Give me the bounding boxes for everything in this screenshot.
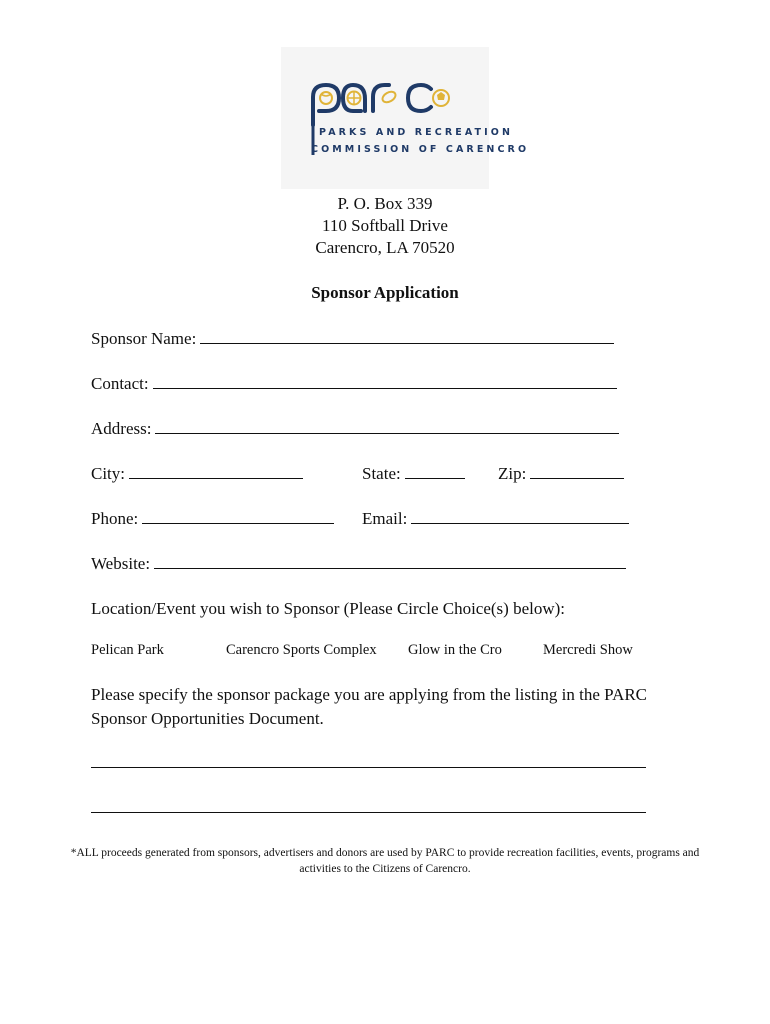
phone-field[interactable] [91,508,334,530]
address-blank[interactable] [155,419,619,434]
city-field[interactable] [91,463,303,485]
phone-blank[interactable] [142,509,334,524]
contact-blank[interactable] [153,374,617,389]
city-label: City: [91,464,126,483]
footnote: *ALL proceeds generated from sponsors, advertisers and donors are used by PARC to provide recreation facilities, events, programs and activities to the Citizens of Carencro. [70,847,700,875]
sponsor-name-label: Sponsor Name: [91,329,197,348]
contact-field[interactable] [91,373,617,395]
email-blank[interactable] [411,509,629,524]
logo-tagline-2: COMMISSION OF CARENCRO [311,144,530,155]
address-line-3: Carencro, LA 70520 [315,238,455,257]
location-option-pelican-park[interactable]: Pelican Park [91,642,164,658]
email-field[interactable] [362,508,629,530]
contact-label: Contact: [91,374,149,393]
parc-wordmark-graphic [281,47,489,189]
address-field[interactable] [91,418,619,440]
package-prompt: Please specify the sponsor package you are applying from the listing in the PARC Sponsor Opportunities Document. [91,685,648,728]
address-line-1: P. O. Box 339 [337,194,433,213]
email-label: Email: [362,509,408,528]
logo-tagline-1: PARKS AND RECREATION [319,127,514,138]
address-label: Address: [91,419,152,438]
package-blank-line-1[interactable] [91,767,646,768]
website-label: Website: [91,554,151,573]
package-blank-line-2[interactable] [91,812,646,813]
state-blank[interactable] [405,464,465,479]
state-field[interactable] [362,463,465,485]
location-option-glow-in-the-cro[interactable]: Glow in the Cro [408,642,502,658]
parc-logo [281,47,530,189]
address-line-2: 110 Softball Drive [322,216,448,235]
location-option-mercredi-show[interactable]: Mercredi Show [543,642,633,658]
phone-label: Phone: [91,509,139,528]
city-blank[interactable] [129,464,303,479]
zip-label: Zip: [498,464,527,483]
state-label: State: [362,464,401,483]
website-field[interactable] [91,553,626,575]
sponsor-name-blank[interactable] [200,329,614,344]
website-blank[interactable] [154,554,626,569]
location-option-sports-complex[interactable]: Carencro Sports Complex [226,642,377,658]
location-prompt: Location/Event you wish to Sponsor (Please Circle Choice(s) below): [91,599,566,618]
zip-field[interactable] [498,463,624,485]
zip-blank[interactable] [530,464,624,479]
form-title: Sponsor Application [311,283,459,302]
sponsor-name-field[interactable] [91,328,614,350]
